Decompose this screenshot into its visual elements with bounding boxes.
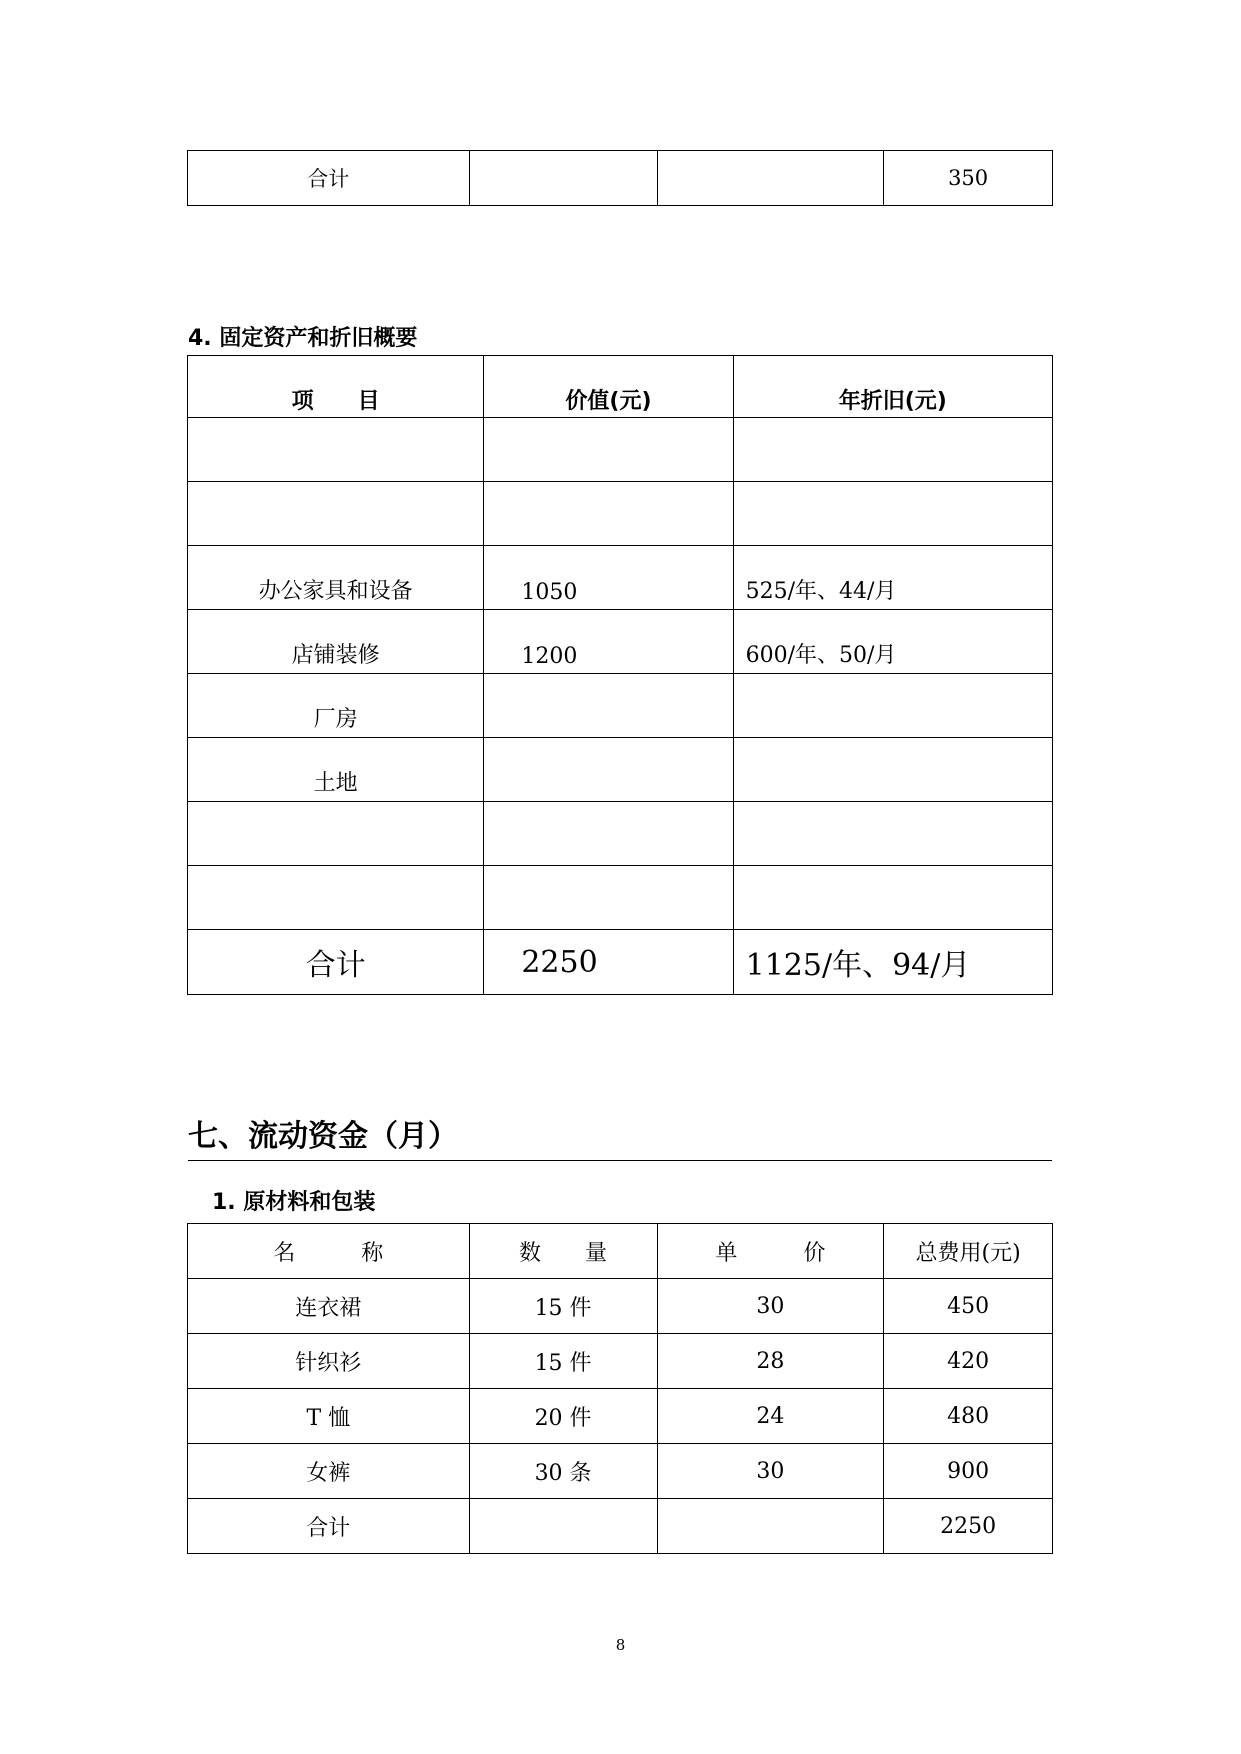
table-cell (733, 482, 1052, 546)
table-row (188, 1279, 1053, 1334)
table-cell (657, 1499, 884, 1554)
table-cell (188, 802, 484, 866)
table-cell (469, 151, 657, 206)
table-cell: 480 (884, 1389, 1053, 1444)
table-cell (484, 866, 733, 930)
chapter-underline (188, 1160, 1052, 1161)
table-cell: 450 (884, 1279, 1053, 1334)
table-cell (484, 802, 733, 866)
table-cell: 30 条 (469, 1444, 657, 1499)
column-header-total-cost: 总费用(元) (884, 1224, 1053, 1279)
table-cell: 办公家具和设备 (188, 546, 484, 610)
page-number: 8 (615, 1636, 626, 1654)
fixed-assets-heading: 4. 固定资产和折旧概要 (188, 326, 418, 351)
table-cell: 20 件 (469, 1389, 657, 1444)
total-label: 合计 (188, 930, 484, 995)
total-value: 2250 (484, 930, 733, 995)
column-header-name: 名 称 (188, 1224, 470, 1279)
total-depreciation: 1125/年、94/月 (733, 930, 1052, 995)
column-header-value: 价值(元) (484, 356, 733, 418)
table-cell: 土地 (188, 738, 484, 802)
table-row (188, 610, 1053, 674)
table-cell: 女裤 (188, 1444, 470, 1499)
table-cell (484, 482, 733, 546)
table-cell: 连衣裙 (188, 1279, 470, 1334)
table-cell: 15 件 (469, 1279, 657, 1334)
table-cell: 900 (884, 1444, 1053, 1499)
table-row (188, 482, 1053, 546)
table-cell: 1050 (484, 546, 733, 610)
table-cell: 600/年、50/月 (733, 610, 1052, 674)
table-cell: 1200 (484, 610, 733, 674)
table-cell: 厂房 (188, 674, 484, 738)
table-cell (733, 418, 1052, 482)
fixed-assets-table (187, 355, 1053, 995)
table-cell: 15 件 (469, 1334, 657, 1389)
table-row (188, 1444, 1053, 1499)
table-cell: 合计 (188, 151, 470, 206)
table-cell: 28 (657, 1334, 884, 1389)
table-cell: 30 (657, 1279, 884, 1334)
table-row (188, 546, 1053, 610)
column-header-quantity: 数 量 (469, 1224, 657, 1279)
table-row (188, 738, 1053, 802)
table-row (188, 802, 1053, 866)
table-cell: 30 (657, 1444, 884, 1499)
table-cell (733, 674, 1052, 738)
materials-table (187, 1223, 1053, 1554)
table-cell (484, 418, 733, 482)
table-cell: 24 (657, 1389, 884, 1444)
table-cell: 420 (884, 1334, 1053, 1389)
materials-heading: 1. 原材料和包装 (212, 1190, 376, 1215)
chapter-title: 七、流动资金（月） (188, 1119, 458, 1154)
table-cell (188, 418, 484, 482)
table-total-row (188, 930, 1053, 995)
table-cell: 350 (884, 151, 1053, 206)
table-total-row (188, 1499, 1053, 1554)
table-row (188, 418, 1053, 482)
table-row (188, 1334, 1053, 1389)
table-header-row (188, 356, 1053, 418)
table-cell (733, 738, 1052, 802)
table-cell (484, 738, 733, 802)
column-header-unit-price: 单 价 (657, 1224, 884, 1279)
table-cell (188, 482, 484, 546)
table-cell (484, 674, 733, 738)
table-row (188, 674, 1053, 738)
table-row (188, 866, 1053, 930)
column-header-item: 项 目 (188, 356, 484, 418)
table-cell: 合计 (188, 1499, 470, 1554)
table-cell (469, 1499, 657, 1554)
column-header-depreciation: 年折旧(元) (733, 356, 1052, 418)
table-cell: 针织衫 (188, 1334, 470, 1389)
table-header-row (188, 1224, 1053, 1279)
table-cell: 2250 (884, 1499, 1053, 1554)
table-cell (733, 802, 1052, 866)
table-cell: 525/年、44/月 (733, 546, 1052, 610)
table-cell: T 恤 (188, 1389, 470, 1444)
table-row (188, 1389, 1053, 1444)
table-cell (657, 151, 884, 206)
table-cell (733, 866, 1052, 930)
carry-over-table (187, 150, 1053, 206)
table-row (188, 151, 1053, 206)
table-cell: 店铺装修 (188, 610, 484, 674)
table-cell (188, 866, 484, 930)
